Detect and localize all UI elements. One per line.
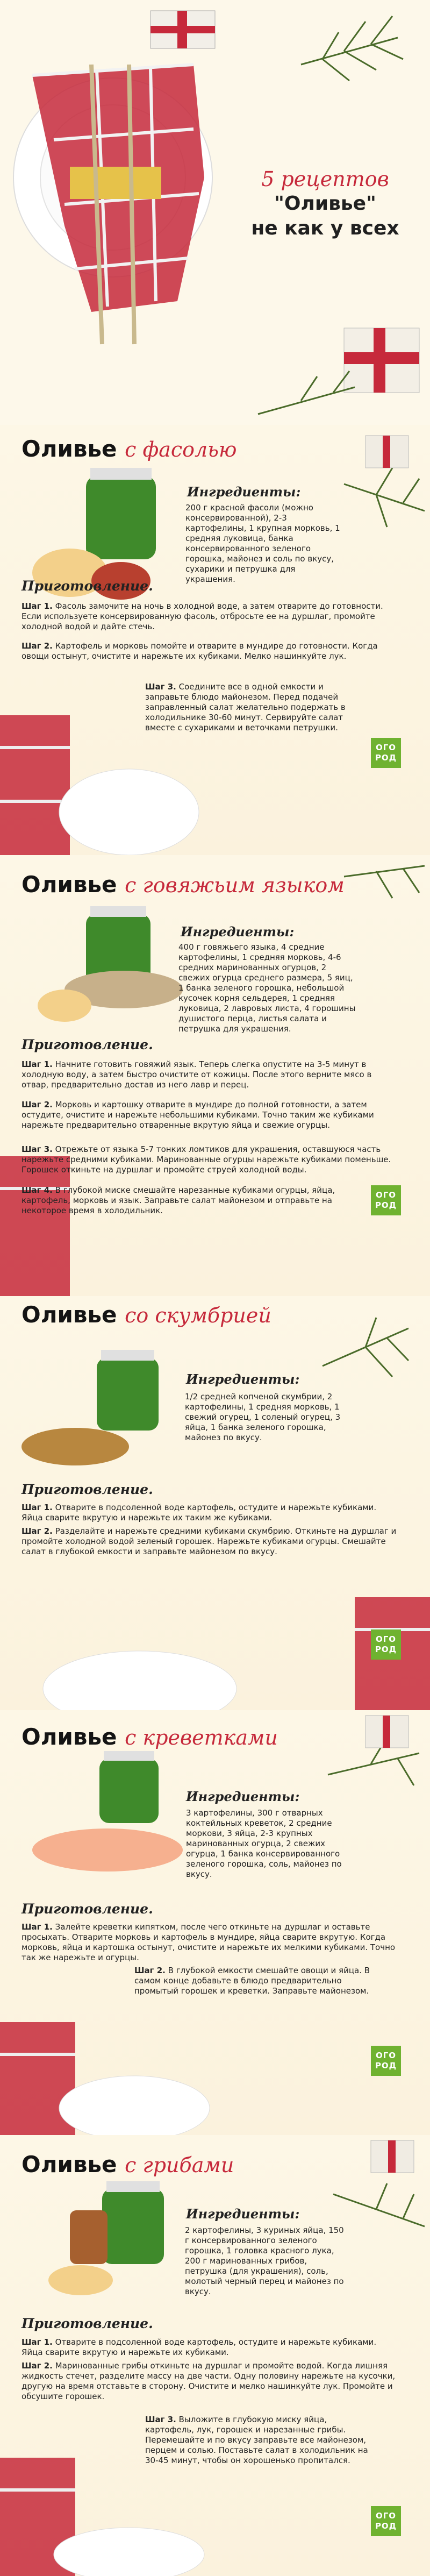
step-text [22,2337,398,2358]
gift-box-icon [150,11,215,48]
step-label: Шаг 2. [22,1100,53,1109]
preparation-heading: Приготовление. [22,578,153,594]
step-text [22,1144,400,1175]
gift-box-icon [371,2140,414,2173]
recipe-title [22,871,345,898]
step-body: В глубокой миске смешайте нарезанные кубиками огурцы, яйца, картофель, морковь и язык. Заправьте салат майонезом и отправьте на некоторое время в холодильник. [22,1185,335,1215]
step-text [22,601,398,632]
plate-icon [43,1651,236,1710]
step-text [22,1922,398,1963]
pine-branch-icon [344,468,425,527]
potato-icon [38,990,91,1022]
step-label: Шаг 1. [22,1922,53,1932]
step-label: Шаг 1. [22,601,53,611]
recipe-title [22,1724,278,1750]
ingredients-text: 400 г говяжьего языка, 4 средние картофелины, 1 средняя морковь, 4-6 средних маринованных огурцов, 2 свежих огурца среднего размера, 5 яиц, 1 банка зеленого горошка, небольшой кусочек корня сельдерея, 1 средняя луковица, 2 лавровых листа, 4 горошины душистого перца, листья салата и петрушка для украшения. [178,942,356,1034]
ogorod-logo: ОГО РОД [371,2046,401,2076]
recipe-title-main: Оливье [22,2151,117,2177]
recipe-title-main: Оливье [22,436,117,462]
ogorod-logo: ОГО РОД [371,2506,401,2536]
recipe-title [22,436,236,462]
step-body: Выложите в глубокую миску яйца, картофель, лук, горошек и нарезанные грибы. Перемешайте и по вкусу заправьте все майонезом, перцем и солью. Поставьте салат в холодильник на 30-45 минут, чтобы он хорошенько пропитался. [145,2415,368,2465]
preparation-heading: Приготовление. [22,1901,153,1917]
step-text [22,1059,400,1090]
step-label: Шаг 3. [22,1144,53,1154]
gift-box-icon [366,1716,408,1748]
ogorod-logo: ОГО РОД [371,1185,401,1215]
step-body: Залейте креветки кипятком, после чего откиньте на дуршлаг и оставьте просыхать. Отварите морковь и картофель в мундире, яйца сварите вкрутую. Когда морковь, яйца и картошка остынут, очистите и нарежьте их мелкими кубиками. Точно так же нарежьте и огурцы. [22,1922,396,1962]
recipe-card [0,855,430,1296]
step-label: Шаг 1. [22,1059,53,1069]
step-text [22,641,398,661]
ingredients-text: 200 г красной фасоли (можно консервированной), 2-3 картофелины, 1 крупная морковь, 1 средняя луковица, банка консервированного зеленого горошка, майонез и соль по вкусу, сухарики и петрушка для украшения. [185,503,340,584]
step-text [22,1526,398,1557]
preparation-heading: Приготовление. [22,1037,153,1052]
pine-branch-icon [258,371,355,414]
step-text [22,1185,344,1216]
recipe-title [22,1301,271,1328]
mackerel-icon [22,1428,129,1465]
ingredients-heading: Ингредиенты: [181,924,295,940]
page-title [223,167,427,241]
salad-jar-icon [86,468,156,559]
ingredients-heading: Ингредиенты: [186,1371,300,1387]
recipe-card [0,1296,430,1710]
recipe-title [22,2151,234,2177]
step-text [22,1100,400,1130]
preparation-heading: Приготовление. [22,2316,153,2331]
plate-icon [54,2528,204,2576]
recipe-title-main: Оливье [22,1724,117,1750]
step-text [134,1966,376,1996]
recipe-card [0,2135,430,2576]
step-body: Маринованные грибы откиньте на дуршлаг и промойте водой. Когда лишняя жидкость стечет, разделите массу на две части. Одну половину нарежьте на кусочки, другую на время отставьте в сторону. Очистите и мелко нашинкуйте лук. Промойте и обсушите горошек. [22,2361,396,2401]
ogorod-logo: ОГО РОД [371,1629,401,1660]
step-body: Картофель и морковь помойте и отварите в мундире до готовности. Когда овощи остынут, очистите и нарежьте их кубиками. Мелко нашинкуйте лук. [22,641,378,661]
step-body: Отрежьте от языка 5-7 тонких ломтиков для украшения, оставшуюся часть нарежьте средними кубиками. Маринованные огурцы нарежьте кубиками поменьше. Горошек откиньте на дуршлаг и промойте струей холодной воды. [22,1144,391,1175]
pine-branch-icon [301,16,403,81]
preparation-heading: Приготовление. [22,1482,153,1497]
step-body: В глубокой емкости смешайте овощи и яйца. В самом конце добавьте в блюдо предварительно промытый горошек и креветки. Заправьте майонезом. [134,1966,370,1996]
step-body: Отварите в подсоленной воде картофель, остудите и нарежьте кубиками. Яйца сварите вкрутую и нарежьте их кубиками. [22,2337,377,2357]
salad-jar-icon [99,1751,159,1823]
page-title-line-1: 5 рецептов [261,167,389,191]
recipe-title-accent: с говяжьим языком [125,873,345,897]
step-label: Шаг 2. [22,2361,53,2371]
salad-jar-icon [102,2181,164,2264]
napkin-icon [0,715,70,855]
recipe-title-accent: с фасолью [125,438,237,461]
gift-box-icon [344,328,419,393]
step-body: Соедините все в одной емкости и заправьте блюдо майонезом. Перед подачей заправленный салат желательно подержать в холодильнике 30-60 минут. Сервируйте салат вместе с сухариками и веточками петрушки. [145,682,346,732]
recipe-title-accent: со скумбрией [125,1304,271,1327]
shrimp-icon [32,1828,183,1871]
gift-box-icon [366,436,408,468]
page-title-line-3: не как у всех [251,217,399,239]
page-title-line-2: "Оливье" [274,193,376,215]
step-label: Шаг 2. [134,1966,166,1975]
step-label: Шаг 1. [22,1503,53,1512]
recipe-title-accent: с креветками [125,1726,278,1749]
potato-icon [48,2265,113,2295]
recipe-card [0,425,430,855]
step-label: Шаг 2. [22,641,53,651]
ingredients-text: 1/2 средней копченой скумбрии, 2 картофелины, 1 средняя морковь, 1 свежий огурец, 1 соленый огурец, 3 яйца, 1 банка зеленого горошка, майонез по вкусу. [185,1392,341,1442]
step-label: Шаг 3. [145,682,176,692]
recipe-title-main: Оливье [22,1301,117,1328]
step-label: Шаг 1. [22,2337,53,2347]
step-body: Начните готовить говяжий язык. Теперь слегка опустите на 3-5 минут в холодную воду, а затем быстро очистите от кожицы. После этого верните мясо в отвар, предварительно достав из него лавр и перец. [22,1059,372,1090]
recipe-title-accent: с грибами [125,2153,234,2177]
step-label: Шаг 2. [22,1526,53,1536]
recipe-card [0,1710,430,2135]
ingredients-heading: Ингредиенты: [186,2206,300,2222]
step-body: Разделайте и нарежьте средними кубиками скумбрию. Откиньте на дуршлаг и промойте холодной водой зеленый горошек. Нарежьте кубиками огурцы. Смешайте салат в глубокой емкости и заправьте майонезом по вкусу. [22,1526,397,1556]
step-body: Морковь и картошку отварите в мундире до полной готовности, а затем остудите, очистите и нарежьте небольшими кубиками. Точно таким же кубиками нарежьте предварительно отваренные вкрутую яйца и свежие огурцы. [22,1100,374,1130]
napkin-icon [32,65,204,312]
napkin-icon [0,1156,70,1296]
step-label: Шаг 4. [22,1185,53,1195]
step-label: Шаг 3. [145,2415,176,2424]
salad-jar-icon [97,1350,159,1431]
recipe-title-main: Оливье [22,871,117,898]
ingredients-text: 2 картофелины, 3 куриных яйца, 150 г консервированного зеленого горошка, 1 головка красного лука, 200 г маринованных грибов, петрушка (для украшения), соль, молотый черный перец и майонез по вкусу. [185,2225,344,2296]
pine-branch-icon [322,1318,408,1377]
ogorod-logo: ОГО РОД [371,738,401,768]
plate-icon [59,769,199,855]
pine-branch-icon [333,2183,425,2226]
ingredients-heading: Ингредиенты: [187,484,301,500]
step-text [145,2415,371,2466]
step-text [145,682,360,733]
pine-branch-icon [344,866,425,898]
hero-banner [0,0,430,425]
ingredients-text: 3 картофелины, 300 г отварных коктейльных креветок, 2 средние моркови, 3 яйца, 2-3 крупных маринованных огурца, 2 свежих огурца, 1 банка консервированного зеленого горошка, соль, майонез по вкусу. [186,1808,342,1879]
step-body: Отварите в подсоленной воде картофель, остудите и нарежьте кубиками. Яйца сварите вкрутую и нарежьте их таким же кубиками. [22,1503,377,1522]
step-text [22,2361,398,2402]
ingredients-heading: Ингредиенты: [186,1789,300,1804]
plate-icon [59,2076,210,2135]
step-body: Фасоль замочите на ночь в холодной воде, а затем отварите до готовности. Если используете консервированную фасоль, отбросьте ее на дуршлаг, промойте холодной водой и дайте стечь. [22,601,383,631]
step-text [22,1503,398,1523]
mushroom-jar-icon [70,2210,108,2264]
